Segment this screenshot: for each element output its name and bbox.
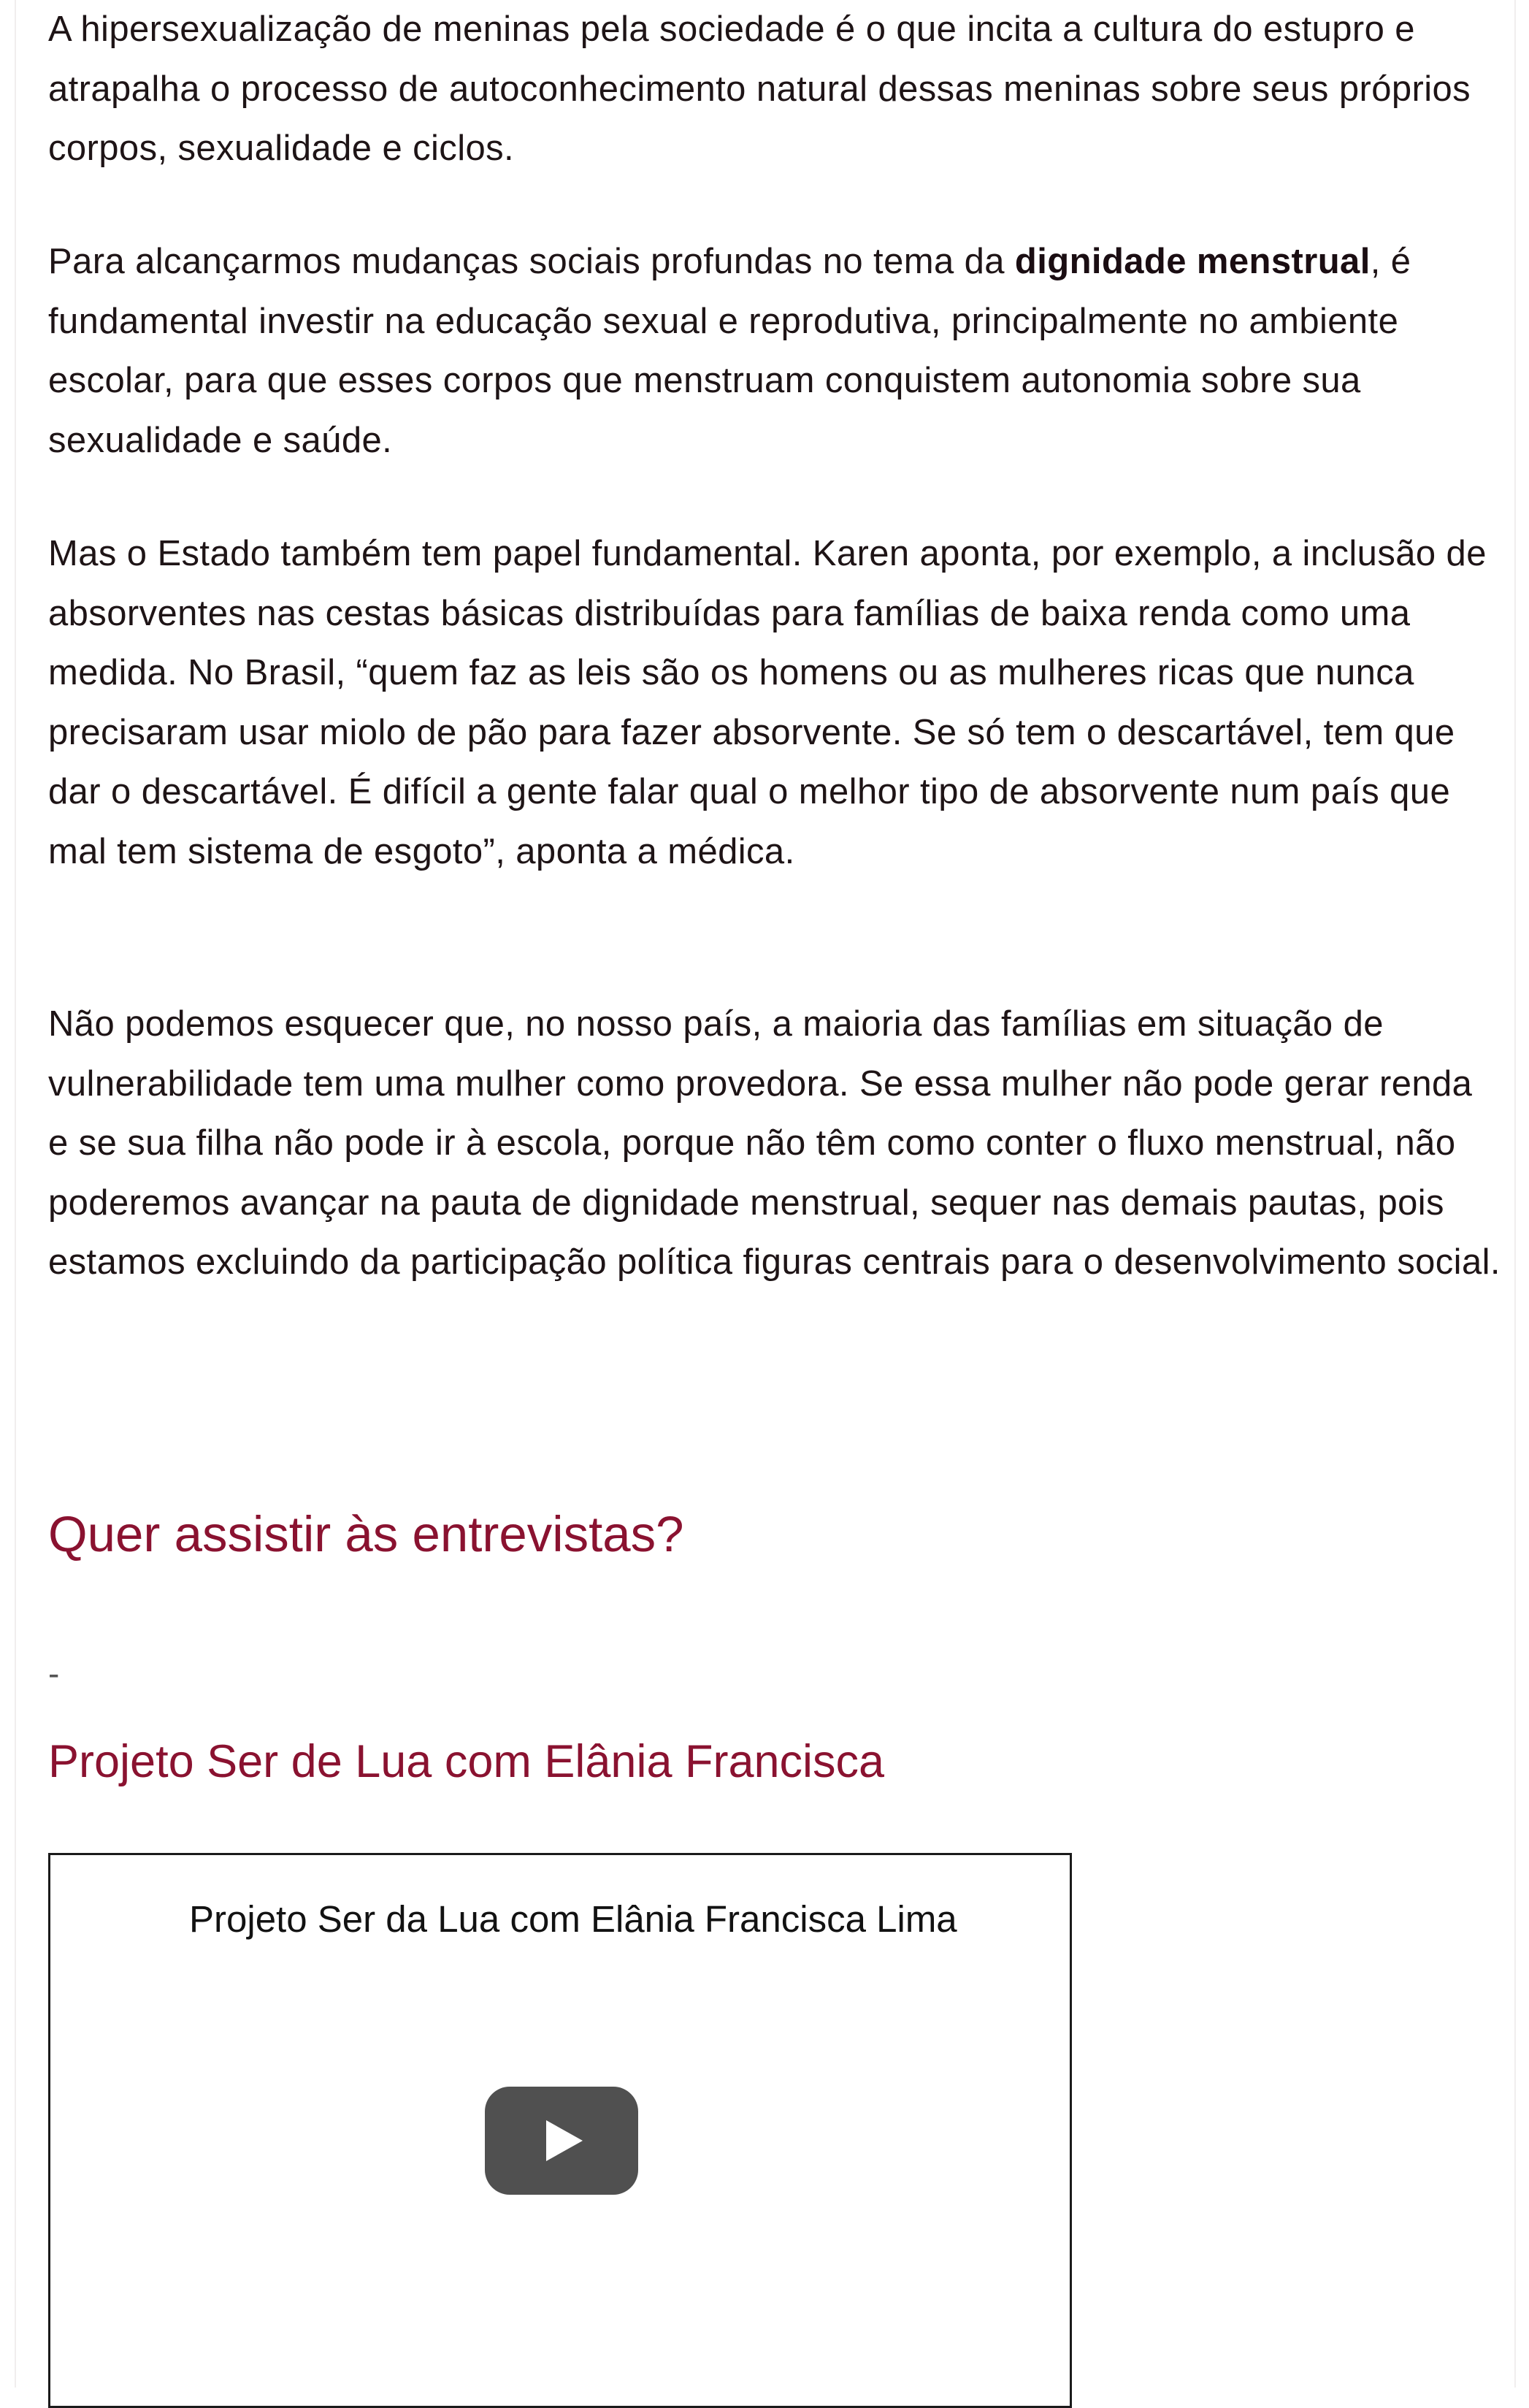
- separator: -: [48, 1654, 60, 1692]
- paragraph-familias: [48, 995, 1501, 1293]
- paragraph-text: , é fundamental investir na educação sexual e reprodutiva, principalmente no ambiente escolar, para que esses corpos que menstruam conquistem autonomia sobre sua sexualidade e saúde.: [48, 242, 1411, 460]
- video-title[interactable]: Projeto Ser da Lua com Elânia Francisca Lima: [189, 1898, 957, 1940]
- section-heading: Quer assistir às entrevistas?: [48, 1506, 684, 1562]
- paragraph-text: Mas o Estado também tem papel fundamental. Karen aponta, por exemplo, a inclusão de absorventes nas cestas básicas distribuídas para famílias de baixa renda como uma medida. No Brasil, “quem faz as leis são os homens ou as mulheres ricas que nunca precisaram usar miolo de pão para fazer absorvente. Se só tem o descartável, tem que dar o descartável. É difícil a gente falar qual o melhor tipo de absorvente num país que mal tem sistema de esgoto”, aponta a médica.: [48, 534, 1487, 871]
- paragraph-text: Não podemos esquecer que, no nosso país, a maioria das famílias em situação de vulnerabilidade tem uma mulher como provedora. Se essa mulher não pode gerar renda e se sua filha não pode ir à escola, porque não têm como conter o fluxo menstrual, não poderemos avançar na pauta de dignidade menstrual, sequer nas demais pautas, pois estamos excluindo da participação política figuras centrais para o desenvolvimento social.: [48, 1004, 1501, 1282]
- play-icon: [485, 2087, 638, 2195]
- bold-term: dignidade menstrual: [1014, 242, 1371, 281]
- article-page: [15, 0, 1516, 2388]
- video-embed[interactable]: [48, 1853, 1072, 2408]
- paragraph-text: A hipersexualização de meninas pela sociedade é o que incita a cultura do estupro e atrapalha o processo de autoconhecimento natural dessas meninas sobre seus próprios corpos, sexualidade e ciclos.: [48, 9, 1471, 168]
- paragraph-estado: [48, 524, 1501, 882]
- play-button[interactable]: [485, 2087, 638, 2195]
- video-subheading: Projeto Ser de Lua com Elânia Francisca: [48, 1736, 885, 1787]
- paragraph-text: Para alcançarmos mudanças sociais profundas no tema da: [48, 242, 1015, 281]
- paragraph-hipersexualizacao: [48, 0, 1501, 179]
- paragraph-dignidade: [48, 232, 1501, 470]
